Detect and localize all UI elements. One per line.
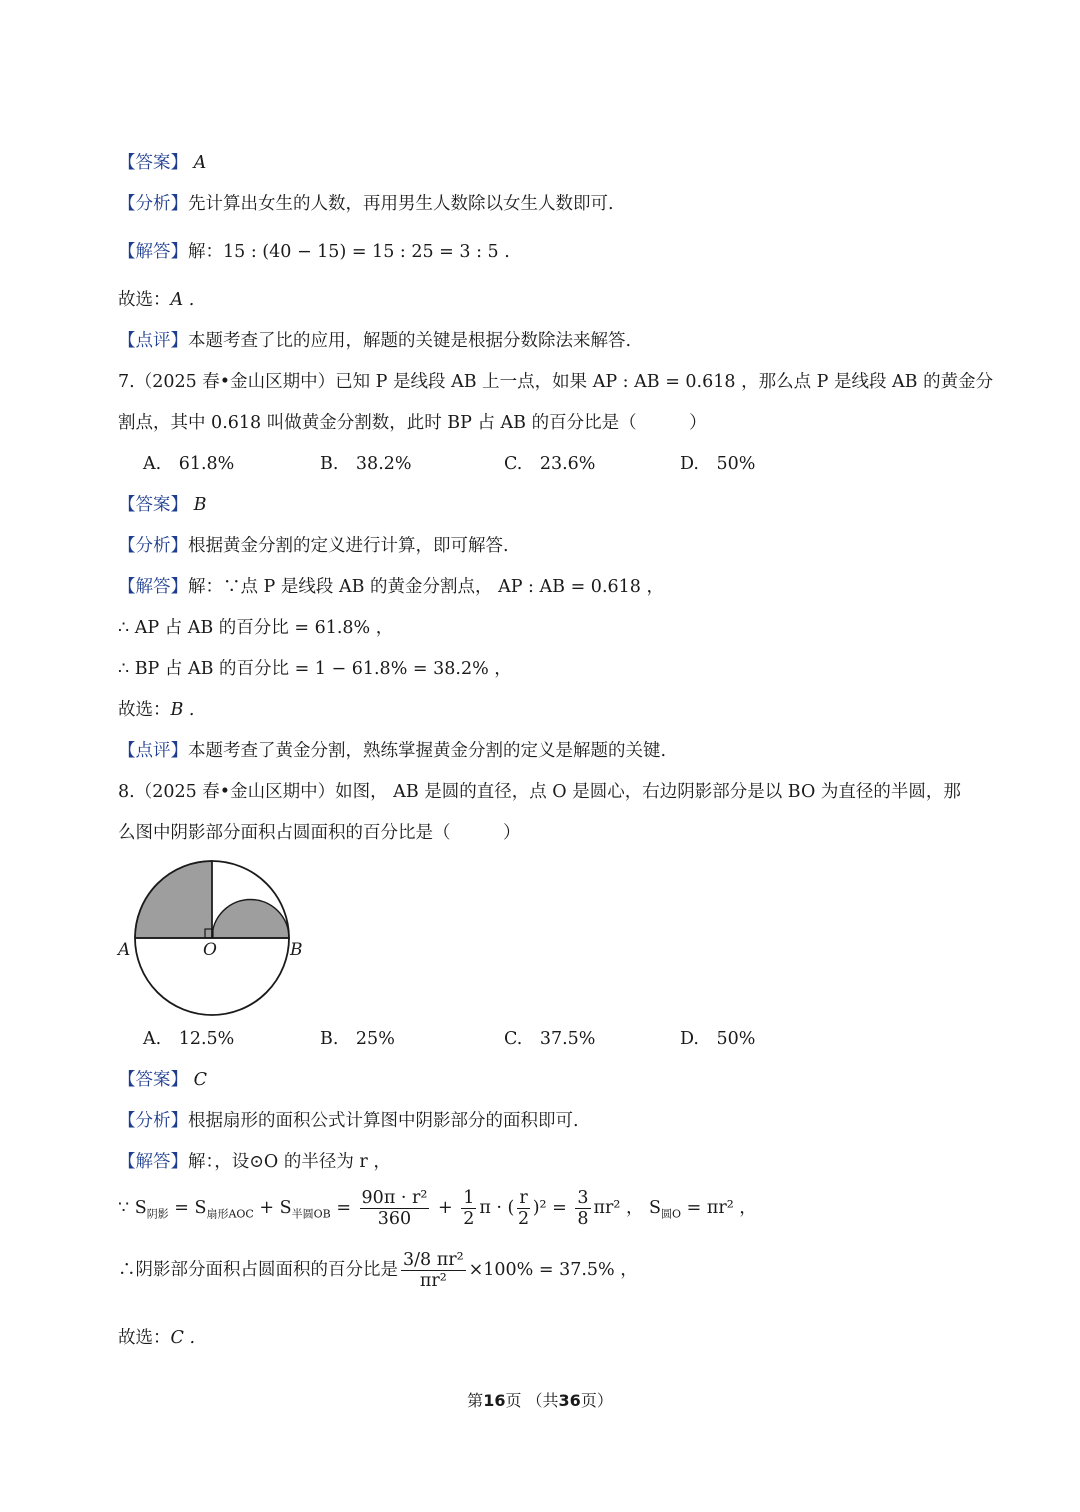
fraction-denominator: 8 (577, 1209, 589, 1229)
q8-choice-line (118, 1327, 195, 1349)
fraction-denominator: 2 (463, 1209, 475, 1229)
q8-ratio-formula (118, 1250, 638, 1291)
prev-choice-line (118, 289, 194, 311)
q8-option-b: B. 25% (320, 1029, 395, 1049)
q7-stem-line2: 割点，其中 0.618 叫做黄金分割数，此时 BP 占 AB 的百分比是（ ） (118, 413, 707, 433)
q8-choice-label: 故选： (118, 1328, 171, 1348)
shaded-sector (135, 861, 212, 938)
q7-step2: ∴ BP 占 AB 的百分比 = 1 − 61.8% = 38.2% ， (118, 659, 512, 679)
q8-option-d: D. 50% (680, 1029, 756, 1049)
fraction-denominator: πr² (419, 1271, 447, 1291)
q8-analysis-line (118, 1110, 579, 1132)
fraction-ratio (401, 1250, 466, 1291)
q8-solution-line (118, 1151, 391, 1173)
q8-solution: 解：，设⊙O 的半径为 r ， (188, 1152, 391, 1172)
prev-choice-label: 故选： (118, 290, 171, 310)
shaded-semicircle (212, 900, 289, 939)
q8-answer-line (118, 1069, 207, 1091)
formula-part: + (432, 1198, 459, 1218)
formula-part: π · ( (479, 1198, 515, 1218)
prev-answer: A (193, 153, 207, 173)
q7-option-a: A. 61.8% (143, 454, 235, 474)
q7-choice-line (118, 699, 195, 721)
prev-comment-line (118, 330, 631, 352)
q7-choice-label: 故选： (118, 700, 171, 720)
analysis-tag: 【分析】 (118, 194, 188, 214)
answer-tag: 【答案】 (118, 495, 188, 515)
formula-sub: 半圆OB (291, 1207, 331, 1221)
q8-option-a: A. 12.5% (143, 1029, 235, 1049)
answer-tag: 【答案】 (118, 1070, 188, 1090)
q8-area-formula (118, 1188, 757, 1229)
circle-figure (112, 852, 312, 1022)
fraction-numerator: 3 (577, 1188, 589, 1208)
q7-comment-line (118, 740, 666, 762)
q8-option-c: C. 37.5% (504, 1029, 596, 1049)
page-footer (0, 1388, 1080, 1411)
formula-part: = S (168, 1198, 207, 1218)
analysis-tag: 【分析】 (118, 536, 188, 556)
formula-part: = (330, 1198, 357, 1218)
prev-solution-line (118, 241, 510, 263)
fraction-denominator: 2 (517, 1209, 530, 1229)
footer-text: 页 （共 (505, 1391, 559, 1410)
formula-part: = πr² ， (681, 1198, 757, 1218)
q8-stem-line1: 8.（2025 春•金山区期中）如图， AB 是圆的直径，点 O 是圆心，右边阴影部分是以 BO 为直径的半圆，那 (118, 782, 961, 802)
prev-choice: A . (170, 290, 195, 310)
comment-tag: 【点评】 (118, 331, 188, 351)
label-o: O (203, 940, 217, 960)
formula-part: ∵ S (118, 1198, 147, 1218)
footer-text: 第 (467, 1391, 484, 1410)
q8-stem-line2: 么图中阴影部分面积占圆面积的百分比是（ ） (118, 823, 521, 843)
prev-answer-line (118, 152, 206, 174)
total-page-number: 36 (558, 1391, 581, 1410)
solution-tag: 【解答】 (118, 242, 188, 262)
label-a: A (118, 940, 131, 960)
comment-tag: 【点评】 (118, 741, 188, 761)
fraction-numerator: 3/8 πr² (403, 1250, 464, 1270)
label-b: B (290, 940, 303, 960)
fraction-sector (360, 1188, 430, 1229)
q7-step1: ∴ AP 占 AB 的百分比 = 61.8% ， (118, 618, 394, 638)
fraction-three-eighths (575, 1188, 590, 1229)
formula-part: )² = (532, 1198, 573, 1218)
q8-answer: C (193, 1070, 207, 1090)
q7-option-d: D. 50% (680, 454, 756, 474)
footer-text: 页） (580, 1391, 613, 1410)
q7-analysis: 根据黄金分割的定义进行计算，即可解答. (188, 536, 509, 556)
q7-solution: 解：∵点 P 是线段 AB 的黄金分割点， AP : AB = 0.618 ， (188, 577, 664, 597)
solution-tag: 【解答】 (118, 577, 188, 597)
prev-comment: 本题考查了比的应用，解题的关键是根据分数除法来解答. (188, 331, 632, 351)
q7-comment: 本题考查了黄金分割，熟练掌握黄金分割的定义是解题的关键. (188, 741, 667, 761)
q7-option-c: C. 23.6% (504, 454, 596, 474)
fraction-half (461, 1188, 476, 1229)
formula-sub: 扇形AOC (206, 1207, 254, 1221)
q8-choice: C . (170, 1328, 196, 1348)
prev-solution: 解：15 : (40 − 15) = 15 : 25 = 3 : 5 . (188, 242, 510, 262)
formula-part: + S (253, 1198, 292, 1218)
q7-choice: B . (170, 700, 195, 720)
fraction-numerator: r (519, 1188, 528, 1208)
fraction-radius-half (517, 1188, 529, 1229)
q7-answer: B (193, 495, 207, 515)
q7-solution-line (118, 576, 664, 598)
fraction-numerator: 90π · r² (361, 1188, 428, 1208)
q7-analysis-line (118, 535, 509, 557)
q8-analysis: 根据扇形的面积公式计算图中阴影部分的面积即可. (188, 1111, 579, 1131)
answer-tag: 【答案】 (118, 153, 188, 173)
analysis-tag: 【分析】 (118, 1111, 188, 1131)
ratio-result: ×100% = 37.5% ， (468, 1260, 638, 1280)
current-page-number: 16 (483, 1391, 506, 1410)
q7-answer-line (118, 494, 206, 516)
solution-tag: 【解答】 (118, 1152, 188, 1172)
prev-analysis: 先计算出女生的人数，再用男生人数除以女生人数即可. (188, 194, 614, 214)
formula-sub: 阴影 (146, 1207, 169, 1221)
prev-analysis-line (118, 193, 614, 215)
formula-part: πr² ， S (593, 1198, 662, 1218)
fraction-denominator: 360 (377, 1209, 412, 1229)
q7-stem-line1: 7.（2025 春•金山区期中）已知 P 是线段 AB 上一点，如果 AP : AB = 0.618 ，那么点 P 是线段 AB 的黄金分 (118, 372, 994, 392)
q7-option-b: B. 38.2% (320, 454, 412, 474)
fraction-numerator: 1 (463, 1188, 475, 1208)
ratio-text: ∴阴影部分面积占圆面积的百分比是 (118, 1260, 398, 1280)
formula-sub: 圆O (661, 1207, 682, 1221)
